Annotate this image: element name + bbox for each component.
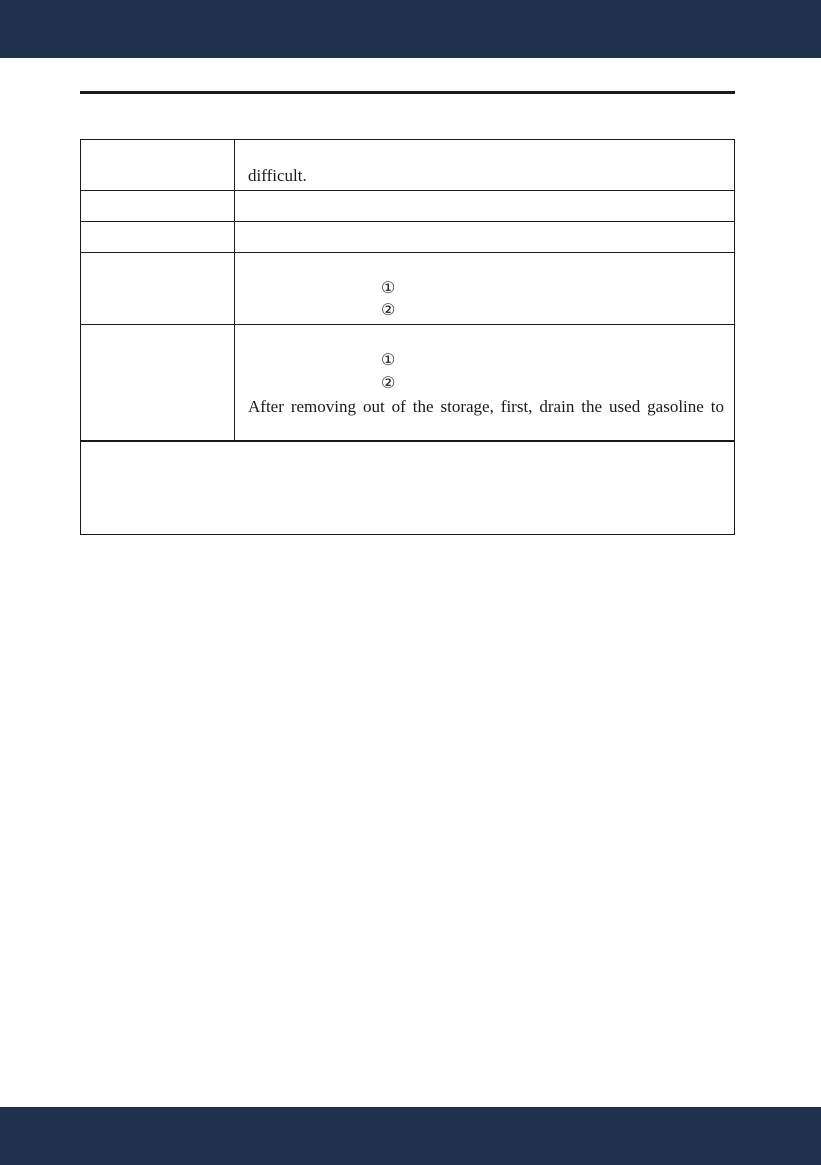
step-marker-1: ① [381, 278, 396, 297]
table-label-cell [81, 222, 235, 252]
step-marker-2: ② [381, 300, 396, 319]
row1-text: difficult. [248, 166, 307, 185]
table-label-cell [81, 140, 235, 190]
table-content-cell [236, 325, 734, 440]
table-row [81, 325, 734, 442]
table-content-cell [236, 140, 734, 190]
table-note-cell [81, 442, 734, 534]
table-row [81, 253, 734, 325]
table-content-cell [236, 253, 734, 324]
step-marker-2: ② [381, 373, 396, 392]
info-table [80, 139, 735, 535]
table-content-cell [236, 191, 734, 221]
table-label-cell [81, 191, 235, 221]
table-row [81, 222, 734, 253]
footer-band [0, 1107, 821, 1165]
header-rule [80, 91, 735, 94]
step-marker-1: ① [381, 350, 396, 369]
table-content-cell [236, 222, 734, 252]
table-label-cell [81, 325, 235, 440]
row5-text: After removing out of the storage, first, drain the used gasoline to [248, 397, 724, 416]
table-row [81, 140, 734, 191]
table-row [81, 191, 734, 222]
header-band [0, 0, 821, 58]
table-label-cell [81, 253, 235, 324]
